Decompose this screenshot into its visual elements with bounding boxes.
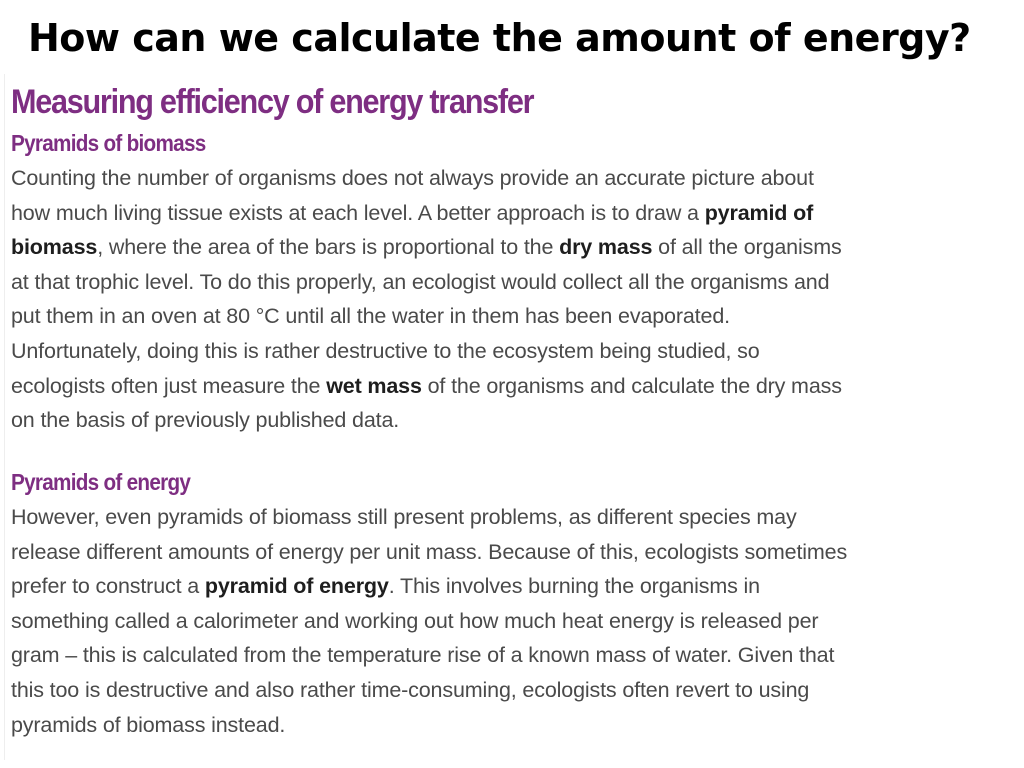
key-term-biomass: biomass bbox=[11, 235, 98, 260]
text-line bbox=[11, 708, 1021, 743]
text-line bbox=[11, 403, 1021, 438]
text-run: release different amounts of energy per unit mass. Because of this, ecologists sometimes bbox=[11, 539, 848, 564]
text-run: Counting the number of organisms does not always provide an accurate picture about bbox=[11, 166, 814, 190]
text-run: , where the area of the bars is proportional to the bbox=[97, 235, 560, 260]
text-run: gram – this is calculated from the temperature rise of a known mass of water. Given that bbox=[11, 643, 835, 668]
text-line bbox=[11, 638, 1021, 673]
text-run: how much living tissue exists at each level. A better approach is to draw a bbox=[11, 200, 705, 225]
biomass-paragraph bbox=[11, 161, 1021, 438]
text-run: prefer to construct a bbox=[11, 574, 205, 599]
text-run: of all the organisms bbox=[652, 235, 842, 260]
text-run: put them in an oven at 80 °C until all the water in them has been evaporated. bbox=[11, 304, 730, 329]
text-line bbox=[11, 334, 1021, 369]
text-run: this too is destructive and also rather time-consuming, ecologists often revert to using bbox=[11, 677, 810, 702]
text-line bbox=[11, 673, 1021, 708]
key-term-wet-mass: wet mass bbox=[326, 373, 422, 398]
text-line bbox=[11, 369, 1021, 404]
text-run: on the basis of previously published data. bbox=[11, 408, 400, 433]
text-line bbox=[11, 230, 1021, 265]
text-run: at that trophic level. To do this properly, an ecologist would collect all the organisms and bbox=[11, 269, 830, 294]
subheading-pyramids-of-biomass: Pyramids of biomass bbox=[11, 130, 206, 156]
text-run: ecologists often just measure the bbox=[11, 373, 327, 398]
section-heading: Measuring efficiency of energy transfer bbox=[11, 83, 534, 121]
textbook-excerpt bbox=[4, 74, 1020, 760]
text-run: However, even pyramids of biomass still present problems, as different species may bbox=[11, 505, 797, 529]
text-run: of the organisms and calculate the dry mass bbox=[421, 373, 842, 398]
text-line bbox=[11, 299, 1021, 334]
text-line bbox=[11, 604, 1021, 639]
text-line bbox=[11, 265, 1021, 300]
key-term-dry-mass: dry mass bbox=[559, 235, 653, 260]
key-term-pyramid-of: pyramid of bbox=[704, 200, 814, 225]
slide-title: How can we calculate the amount of energy? bbox=[28, 16, 971, 60]
text-line bbox=[11, 569, 1021, 604]
text-line bbox=[11, 161, 1021, 196]
key-term-pyramid-of-energy: pyramid of energy bbox=[204, 574, 389, 599]
text-line bbox=[11, 535, 1021, 570]
subheading-pyramids-of-energy: Pyramids of energy bbox=[11, 469, 191, 495]
text-run: pyramids of biomass instead. bbox=[11, 712, 286, 737]
text-line bbox=[11, 196, 1021, 231]
text-run: Unfortunately, doing this is rather destructive to the ecosystem being studied, so bbox=[11, 338, 760, 363]
text-run: . This involves burning the organisms in bbox=[388, 574, 760, 599]
text-run: something called a calorimeter and working out how much heat energy is released per bbox=[11, 608, 819, 633]
text-line bbox=[11, 500, 1021, 535]
energy-paragraph bbox=[11, 500, 1021, 742]
